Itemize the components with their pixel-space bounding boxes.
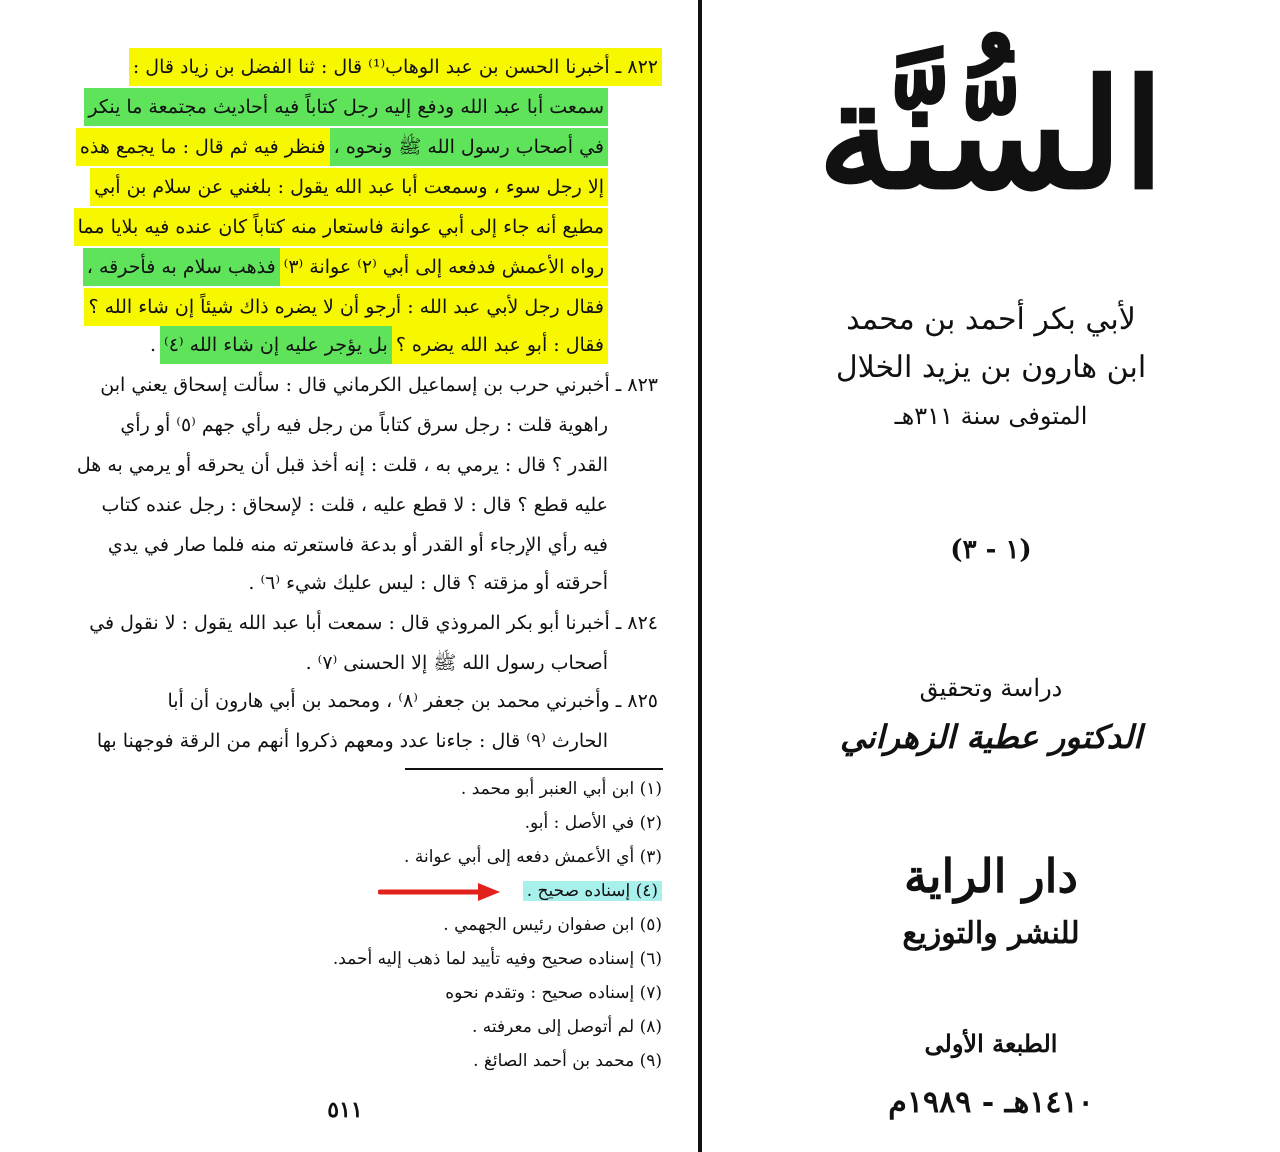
green-highlight: في أصحاب رسول الله ﷺ ونحوه ، <box>330 128 608 166</box>
entry-823-line-5: فيه رأي الإرجاء أو القدر أو بدعة فاستعرته منه فلما صار في يدي <box>107 534 608 556</box>
footnote-6: (٦) إسناده صحيح وفيه تأييد لما ذهب إليه أحمد. <box>332 949 662 969</box>
yellow-highlight: مطيع أنه جاء إلى أبي عوانة فاستعار منه كتاباً كان عنده فيه بلايا مما <box>74 208 608 246</box>
footnote-8: (٨) لم أتوصل إلى معرفته . <box>471 1017 662 1037</box>
yellow-highlight: فقال رجل لأبي عبد الله : أرجو أن لا يضره ذاك شيئاً إن شاء الله ؟ <box>84 288 608 326</box>
book-title: السُّنَّة <box>817 47 1165 223</box>
entry-824-line-1: ٨٢٤ ـ أخبرنا أبو بكر المروذي قال : سمعت أبا عبد الله يقول : لا نقول في <box>89 612 658 634</box>
footnote-9: (٩) محمد بن أحمد الصائغ . <box>473 1051 662 1071</box>
entry-825-line-1: ٨٢٥ ـ وأخبرني محمد بن جعفر ⁽٨⁾ ، ومحمد بن أبي هارون أن أبا <box>167 690 658 712</box>
entry-823-line-6: أحرقته أو مزقته ؟ قال : ليس عليك شيء ⁽٦⁾ . <box>248 572 608 594</box>
publisher-name: دار الراية <box>904 849 1078 903</box>
footnote-7: (٧) إسناده صحيح : وتقدم نحوه <box>445 983 662 1003</box>
green-highlight: سمعت أبا عبد الله ودفع إليه رجل كتاباً فيه أحاديث مجتمعة ما ينكر <box>84 88 608 126</box>
entry-823-line-1: ٨٢٣ ـ أخبرني حرب بن إسماعيل الكرماني قال : سألت إسحاق يعني ابن <box>100 374 658 396</box>
entry-823-line-3: القدر ؟ قال : يرمي به ، قلت : إنه أخذ قبل أن يحرقه أو يرمي به هل <box>76 454 608 476</box>
red-arrow-icon <box>378 881 502 903</box>
cyan-highlight: (٤) إسناده صحيح . <box>523 881 662 901</box>
sentence-end: . <box>149 334 157 356</box>
entry-822-line-2 <box>84 88 608 126</box>
title-page <box>702 0 1280 1152</box>
green-highlight: بل يؤجر عليه إن شاء الله ⁽٤⁾ <box>160 326 392 364</box>
author-line-1: لأبي بكر أحمد بن محمد <box>846 302 1136 337</box>
entry-822-line-8 <box>146 326 608 364</box>
death-year: المتوفى سنة ٣١١هـ <box>894 402 1088 430</box>
footnote-1: (١) ابن أبي العنبر أبو محمد . <box>460 779 662 799</box>
entry-824-line-2: أصحاب رسول الله ﷺ إلا الحسنى ⁽٧⁾ . <box>305 652 608 674</box>
footnote-2: (٢) في الأصل : أبو. <box>524 813 662 833</box>
publication-year: ١٤١٠هـ - ١٩٨٩م <box>888 1085 1094 1120</box>
yellow-highlight: رواه الأعمش فدفعه إلى أبي ⁽٢⁾ عوانة ⁽٣⁾ <box>280 248 608 286</box>
volume-range: (١ - ٣) <box>950 535 1032 565</box>
entry-822-line-7 <box>84 288 608 326</box>
page-number: ٥١١ <box>327 1097 363 1123</box>
yellow-highlight: ٨٢٢ ـ أخبرنا الحسن بن عبد الوهاب⁽¹⁾ قال : ثنا الفضل بن زياد قال : <box>129 48 662 86</box>
edition: الطبعة الأولى <box>924 1029 1058 1058</box>
footnote-separator <box>405 768 663 770</box>
author-line-2: ابن هارون بن يزيد الخلال <box>835 350 1147 385</box>
yellow-highlight: فنظر فيه ثم قال : ما يجمع هذه <box>76 128 330 166</box>
footnote-3: (٣) أي الأعمش دفعه إلى أبي عوانة . <box>404 847 662 867</box>
green-highlight: فذهب سلام به فأحرقه ، <box>83 248 280 286</box>
entry-822-line-4 <box>90 168 608 206</box>
entry-823-line-4: عليه قطع ؟ قال : لا قطع عليه ، قلت : لإسحاق : رجل عنده كتاب <box>101 494 608 516</box>
entry-823-line-2: راهوية قلت : رجل سرق كتاباً من رجل فيه رأي جهم ⁽٥⁾ أو رأي <box>120 414 608 436</box>
yellow-highlight: إلا رجل سوء ، وسمعت أبا عبد الله يقول : بلغني عن سلام بن أبي <box>90 168 608 206</box>
entry-822-line-3 <box>76 128 608 166</box>
footnote-5: (٥) ابن صفوان رئيس الجهمي . <box>443 915 662 935</box>
entry-822-line-6 <box>83 248 608 286</box>
publisher-subtitle: للنشر والتوزيع <box>902 916 1080 951</box>
study-label: دراسة وتحقيق <box>919 674 1063 702</box>
footnote-4 <box>523 876 662 906</box>
entry-822-line-1 <box>129 48 662 86</box>
yellow-highlight: فقال : أبو عبد الله يضره ؟ <box>392 326 608 364</box>
entry-825-line-2: الحارث ⁽٩⁾ قال : جاءنا عدد ومعهم ذكروا أنهم من الرقة فوجهنا بها <box>96 730 608 752</box>
editor-name: الدكتور عطية الزهراني <box>839 718 1143 756</box>
entry-822-line-5 <box>74 208 608 246</box>
